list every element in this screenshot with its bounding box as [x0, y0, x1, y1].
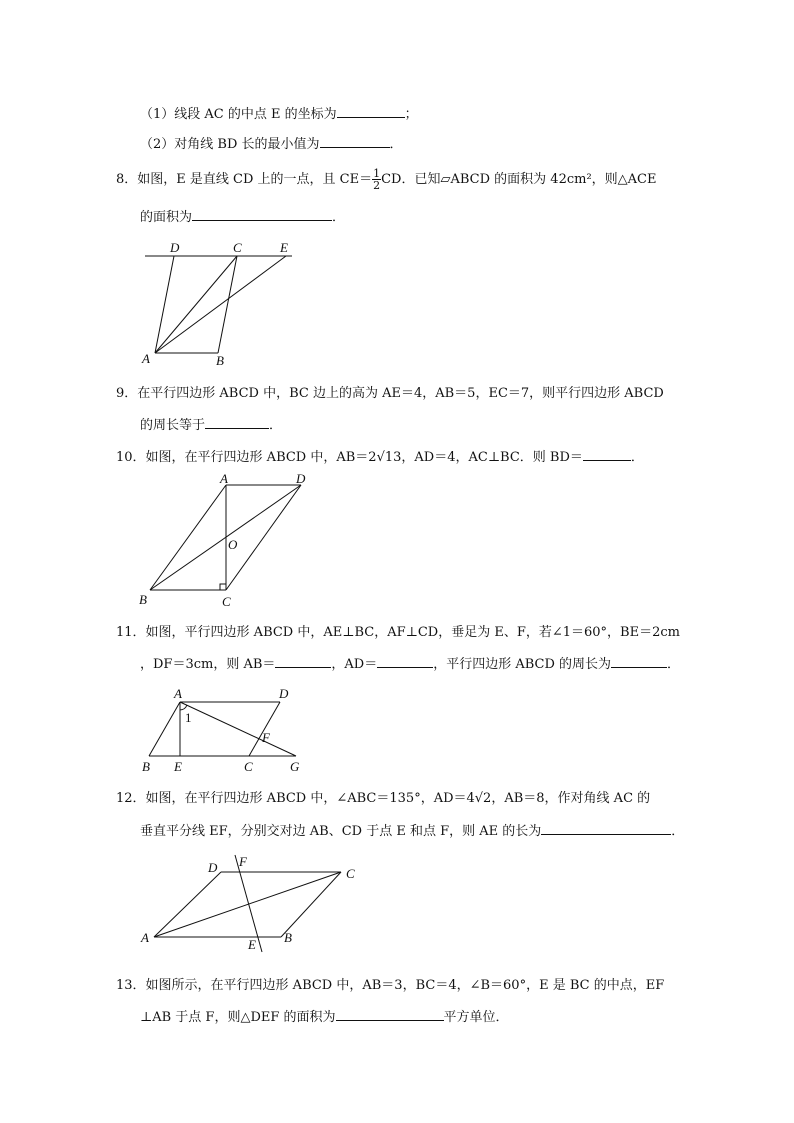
point-label-a: A — [220, 471, 228, 486]
q8-figure — [140, 238, 300, 377]
q7-part2-text: （2）对角线 BD 长的最小值为 — [140, 137, 320, 152]
q8-text-a: 8．如图，E 是直线 CD 上的一点，且 CE＝ — [116, 172, 373, 187]
q12-line1: 12．如图，在平行四边形 ABCD 中，∠ABC＝135°，AD＝4√2，AB＝8，作对角线 AC 的 — [116, 791, 651, 806]
q11-figure — [138, 684, 308, 780]
point-label-a: A — [141, 930, 149, 945]
answer-blank[interactable] — [337, 105, 405, 118]
q7-part1-end: ； — [404, 107, 418, 122]
fraction-numerator: 1 — [373, 167, 381, 180]
point-label-f: F — [262, 730, 270, 745]
point-label-e: E — [248, 937, 256, 952]
segment-ag — [180, 702, 296, 756]
point-label-b: B — [139, 592, 147, 607]
segment-ab — [150, 485, 226, 590]
q12-line2 — [140, 822, 684, 840]
q9-line1: 9．在平行四边形 ABCD 中，BC 边上的高为 AE＝4，AB＝5，EC＝7，则平行四边形 ABCD — [116, 386, 664, 401]
answer-blank[interactable] — [583, 448, 631, 461]
q8-line2-end: ． — [332, 210, 346, 225]
q11-text-a: ，DF＝3cm，则 AB＝ — [140, 657, 276, 672]
q8-line1 — [116, 166, 656, 194]
point-label-a: A — [142, 351, 150, 366]
q10-figure — [136, 472, 316, 616]
fraction-one-half — [372, 168, 381, 191]
point-label-e: E — [280, 240, 288, 255]
q10-line1 — [116, 448, 644, 466]
q13-line2-text: ⊥AB 于点 F，则△DEF 的面积为 — [140, 1010, 336, 1025]
q7-part2 — [140, 135, 403, 153]
point-label-d: D — [170, 240, 180, 255]
segment-da — [155, 256, 174, 353]
answer-blank[interactable] — [205, 416, 269, 429]
answer-blank-ab[interactable] — [275, 655, 331, 668]
answer-blank-perimeter[interactable] — [611, 655, 667, 668]
q7-part1 — [140, 105, 418, 123]
point-label-b: B — [216, 353, 224, 368]
point-label-f: F — [239, 854, 247, 869]
q11-line2-end: ． — [667, 657, 681, 672]
answer-blank[interactable] — [192, 208, 332, 221]
answer-blank-ad[interactable] — [377, 655, 433, 668]
point-label-c: C — [222, 594, 231, 609]
segment-ab — [149, 702, 180, 756]
segment-ac — [154, 872, 341, 937]
q9-line2-end: ． — [269, 418, 283, 433]
q8-text-b: CD．已知▱ABCD 的面积为 42cm²，则△ACE — [381, 172, 657, 187]
q7-part2-end: ． — [389, 137, 403, 152]
angle-label-1: 1 — [185, 710, 192, 725]
q13-line2-end: 平方单位． — [443, 1010, 509, 1025]
q7-part1-text: （1）线段 AC 的中点 E 的坐标为 — [140, 107, 337, 122]
answer-blank[interactable] — [320, 135, 390, 148]
fraction-denominator: 2 — [373, 179, 381, 192]
segment-bc — [281, 872, 341, 937]
q8-line2 — [140, 208, 345, 226]
q10-line1-text: 10．如图，在平行四边形 ABCD 中，AB＝2√13，AD＝4，AC⊥BC．则 BD＝ — [116, 450, 583, 465]
q12-figure — [138, 852, 368, 956]
answer-blank[interactable] — [336, 1008, 444, 1021]
point-label-b: B — [284, 930, 292, 945]
segment-da — [154, 872, 221, 937]
point-label-b: B — [142, 759, 150, 774]
point-label-c: C — [244, 759, 253, 774]
point-label-d: D — [296, 471, 306, 486]
q12-line2-text: 垂直平分线 EF，分别交对边 AB、CD 于点 E 和点 F，则 AE 的长为 — [140, 824, 542, 839]
answer-blank[interactable] — [541, 822, 671, 835]
q11-text-b: ，AD＝ — [331, 657, 378, 672]
segment-dc — [249, 702, 280, 756]
q11-text-c: ，平行四边形 ABCD 的周长为 — [433, 657, 612, 672]
point-label-a: A — [174, 686, 182, 701]
point-label-g: G — [290, 759, 300, 774]
q12-line2-end: ． — [671, 824, 685, 839]
q13-line2 — [140, 1008, 509, 1026]
q10-line1-end: ． — [630, 450, 644, 465]
q11-line2 — [140, 655, 680, 673]
q9-line2 — [140, 416, 282, 434]
point-label-c: C — [346, 866, 355, 881]
q9-line2-text: 的周长等于 — [140, 418, 206, 433]
segment-ac — [155, 256, 237, 353]
q8-line2-text: 的面积为 — [140, 210, 193, 225]
q11-line1: 11．如图，平行四边形 ABCD 中，AE⊥BC，AF⊥CD，垂足为 E、F，若∠1＝60°，BE＝2cm — [116, 625, 680, 640]
q13-line1: 13．如图所示，在平行四边形 ABCD 中，AB＝3，BC＝4，∠B＝60°，E 是 BC 的中点，EF — [116, 978, 665, 993]
point-label-d: D — [279, 686, 289, 701]
point-label-d: D — [208, 860, 218, 875]
point-label-c: C — [233, 240, 242, 255]
point-label-o: O — [228, 537, 238, 552]
point-label-e: E — [174, 759, 182, 774]
right-angle-mark — [220, 584, 226, 590]
